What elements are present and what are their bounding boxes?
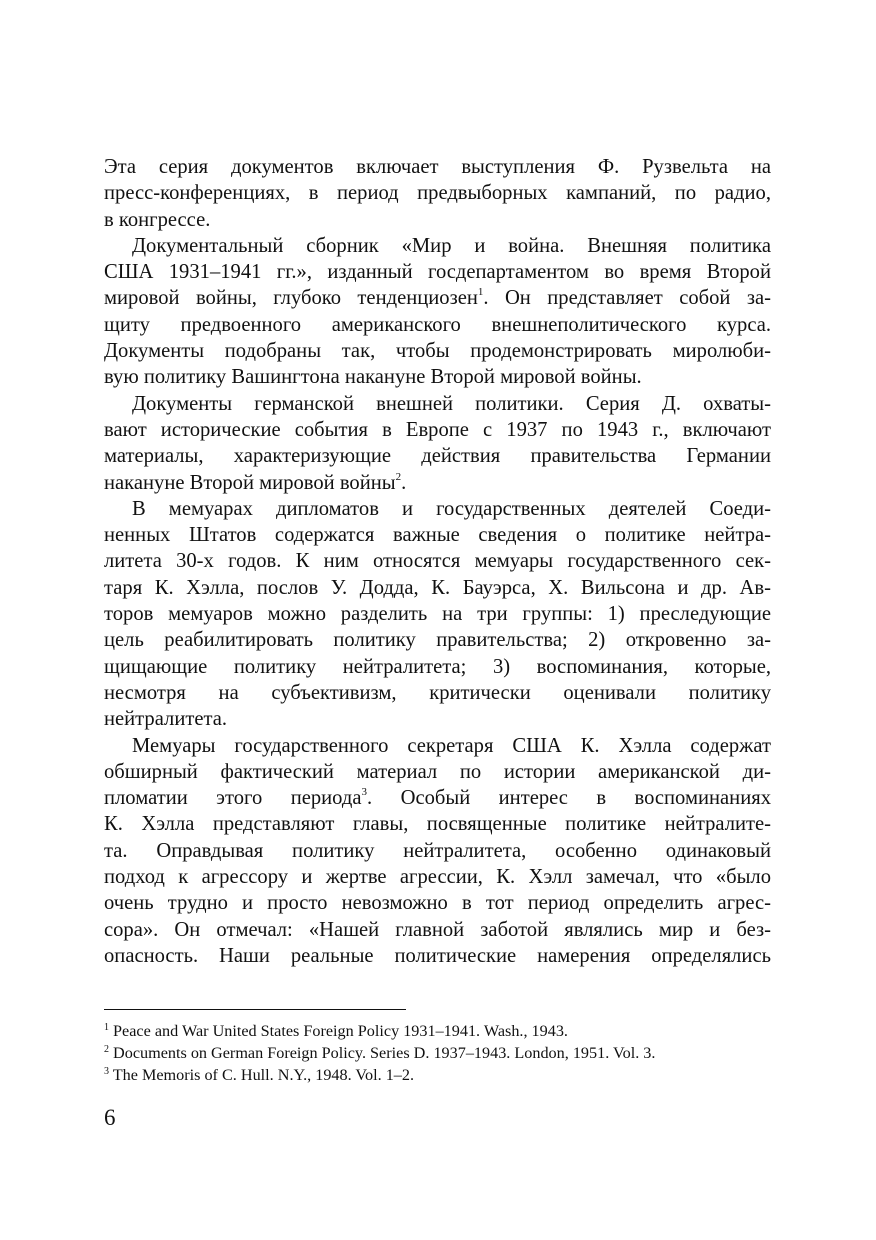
text-line xyxy=(104,338,771,364)
footnote-reference: 1 xyxy=(477,286,484,299)
text-span: В мемуарах дипломатов и государственных деятелей Соеди- xyxy=(132,497,771,520)
text-span: Мемуары государственного секретаря США К. Хэлла содержат xyxy=(132,734,771,757)
text-line xyxy=(104,706,771,732)
text-span: США 1931–1941 гг.», изданный госдепартаментом во время Второй xyxy=(104,261,771,284)
text-span: ненных Штатов содержатся важные сведения о политике нейтра- xyxy=(104,524,771,547)
text-line xyxy=(104,548,771,574)
text-span: материалы, характеризующие действия правительства Германии xyxy=(104,445,771,468)
text-line xyxy=(104,364,771,390)
text-line xyxy=(104,917,771,943)
text-line xyxy=(104,496,771,522)
text-span: очень трудно и просто невозможно в тот период определить агрес- xyxy=(104,892,771,915)
text-line xyxy=(104,259,771,285)
text-span: в конгрессе. xyxy=(104,208,211,231)
text-span: вают исторические события в Европе с 1937 по 1943 г., включают xyxy=(104,418,771,441)
footnotes xyxy=(104,1020,784,1086)
text-span: Документальный сборник «Мир и война. Внешняя политика xyxy=(132,234,771,257)
text-span: Эта серия документов включает выступления Ф. Рузвельта на xyxy=(104,156,771,178)
text-line xyxy=(104,811,771,837)
text-line xyxy=(104,180,771,206)
footnote-text: Documents on German Foreign Policy. Series D. 1937–1943. London, 1951. Vol. 3. xyxy=(109,1044,656,1062)
paragraph xyxy=(104,733,771,970)
footnote xyxy=(104,1064,784,1086)
text-span: щиту предвоенного американского внешнеполитического курса. xyxy=(104,313,771,336)
text-span: вую политику Вашингтона накануне Второй мировой войны. xyxy=(104,366,642,389)
text-line xyxy=(104,285,771,311)
text-line xyxy=(104,470,771,496)
text-span: пломатии этого периода xyxy=(104,787,362,810)
page-number: 6 xyxy=(104,1105,116,1130)
text-line xyxy=(104,785,771,811)
text-line xyxy=(104,417,771,443)
text-span: накануне Второй мировой войны xyxy=(104,471,396,494)
text-span: Документы германской внешней политики. Серия Д. охваты- xyxy=(132,392,771,415)
footnote-divider xyxy=(104,1009,406,1010)
text-line xyxy=(104,233,771,259)
text-span: мировой войны, глубоко тенденциозен xyxy=(104,287,478,310)
text-line xyxy=(104,443,771,469)
footnote-number: 2 xyxy=(104,1044,109,1055)
text-line xyxy=(104,312,771,338)
text-span: та. Оправдывая политику нейтралитета, особенно одинаковый xyxy=(104,839,771,862)
text-span: литета 30-х годов. К ним относятся мемуары государственного сек- xyxy=(104,550,771,573)
text-span: опасность. Наши реальные политические намерения определялись xyxy=(104,944,771,967)
text-line xyxy=(104,154,771,180)
text-line xyxy=(104,601,771,627)
text-line xyxy=(104,759,771,785)
text-span: обширный фактический материал по истории американской ди- xyxy=(104,760,771,783)
text-line xyxy=(104,838,771,864)
text-span: сора». Он отмечал: «Нашей главной заботой являлись мир и без- xyxy=(104,918,771,941)
paragraph xyxy=(104,233,771,391)
text-line xyxy=(104,864,771,890)
text-span: щищающие политику нейтралитета; 3) воспоминания, которые, xyxy=(104,655,771,678)
text-line xyxy=(104,733,771,759)
text-span: нейтралитета. xyxy=(104,708,228,731)
text-span: подход к агрессору и жертве агрессии, К. Хэлл замечал, что «было xyxy=(104,866,771,889)
text-line xyxy=(104,575,771,601)
footnote-reference: 2 xyxy=(395,470,402,483)
paragraph xyxy=(104,391,771,496)
text-line xyxy=(104,943,771,969)
text-span: цель реабилитировать политику правительства; 2) откровенно за- xyxy=(104,629,771,652)
footnote-number: 3 xyxy=(104,1066,109,1077)
text-line xyxy=(104,890,771,916)
text-span: Документы подобраны так, чтобы продемонстрировать миролюби- xyxy=(104,340,771,363)
footnote xyxy=(104,1042,784,1064)
text-span: . Особый интерес в воспоминаниях xyxy=(367,787,771,810)
text-span: . xyxy=(401,471,407,494)
text-span: К. Хэлла представляют главы, посвященные политике нейтралите- xyxy=(104,813,771,836)
footnote xyxy=(104,1020,784,1042)
text-line xyxy=(104,680,771,706)
paragraph xyxy=(104,496,771,733)
text-span: . Он представляет собой за- xyxy=(483,287,771,310)
text-line xyxy=(104,391,771,417)
text-line xyxy=(104,654,771,680)
paragraph xyxy=(104,154,771,233)
text-span: несмотря на субъективизм, критически оценивали политику xyxy=(104,681,771,704)
text-span: пресс-конференциях, в период предвыборных кампаний, по радио, xyxy=(104,182,771,205)
text-line xyxy=(104,522,771,548)
text-line xyxy=(104,207,771,233)
text-span: торов мемуаров можно разделить на три группы: 1) преследующие xyxy=(104,603,771,626)
footnote-text: The Memoris of C. Hull. N.Y., 1948. Vol. 1–2. xyxy=(109,1066,415,1084)
footnote-text: Peace and War United States Foreign Policy 1931–1941. Wash., 1943. xyxy=(109,1022,568,1040)
text-span: таря К. Хэлла, послов У. Додда, К. Бауэрса, Х. Вильсона и др. Ав- xyxy=(104,576,771,599)
footnote-reference: 3 xyxy=(361,786,367,799)
text-line xyxy=(104,627,771,653)
footnote-number: 1 xyxy=(104,1022,109,1033)
body-text xyxy=(104,154,771,969)
